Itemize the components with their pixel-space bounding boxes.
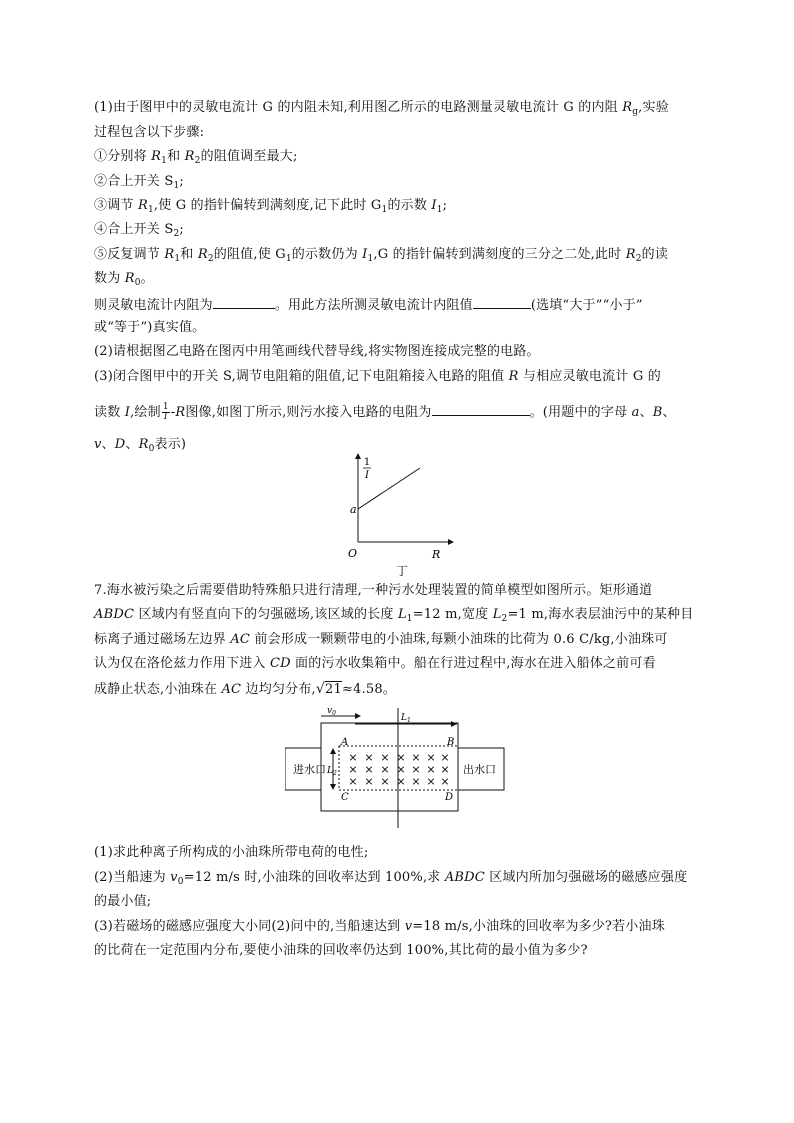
- corner-D: D: [445, 792, 454, 803]
- q7-line3: 标离子通过磁场左边界 AC 前会形成一颗颗带电的小油珠,每颗小油珠的比荷为 0.6 C/kg,小油珠可: [94, 632, 668, 647]
- q6-part3-line1: (3)闭合图甲中的开关 S,调节电阻箱的阻值,记下电阻箱接入电路的阻值 R 与相应灵敏电流计 G 的: [94, 369, 661, 384]
- field-cross-0-5: ×: [426, 751, 436, 764]
- step-3: ③调节 $R_1$,使 G 的指针偏转到满刻度,记下此时 $G_1$的示数 $I_1$;: [94, 198, 448, 215]
- field-cross-2-4: ×: [411, 775, 421, 788]
- L2-label: $L_2$: [327, 766, 337, 777]
- field-cross-2-6: ×: [440, 775, 450, 788]
- magnetic-field-marks: [348, 751, 449, 788]
- q6-part1-line1: (1)由于图甲中的灵敏电流计 G 的内阻未知,利用图乙所示的电路测量灵敏电流计 G 的内阻 $R_g$,实验: [94, 100, 669, 117]
- field-cross-2-2: ×: [380, 775, 390, 788]
- field-cross-0-0: ×: [348, 751, 358, 764]
- corner-A: A: [341, 737, 349, 748]
- outlet-label: 出水口: [463, 763, 496, 776]
- q6-part3-line2: 读数 I,绘制 $\frac{1}{I}$ -R图像,如图丁所示,则污水接入电路的电阻为 。(用题中的字母 a、B、: [94, 402, 676, 422]
- y-axis-arrow-icon: [355, 453, 361, 459]
- v0-label: $v_0$: [327, 706, 336, 717]
- y-label-denominator: I: [365, 470, 369, 481]
- field-cross-1-6: ×: [440, 763, 450, 776]
- field-cross-1-0: ×: [348, 763, 358, 776]
- field-cross-1-5: ×: [426, 763, 436, 776]
- intercept-label: a: [350, 503, 357, 516]
- field-cross-2-1: ×: [364, 775, 374, 788]
- field-cross-1-1: ×: [364, 763, 374, 776]
- step-5-cont: 数为 $R_0$。: [94, 271, 154, 288]
- field-cross-2-3: ×: [396, 775, 406, 788]
- q7-line5: 成静止状态,小油珠在 AC 边均匀分布,√21≈4.58。: [94, 681, 397, 697]
- q7-line4: 认为仅在洛伦兹力作用下进入 CD 面的污水收集箱中。船在行进过程中,海水在进入船体之前可看: [94, 656, 656, 671]
- q7-part3-line2: 的比荷在一定范围内分布,要使小油珠的回收率仍达到 100%,其比荷的最小值为多少?: [94, 943, 588, 958]
- L2-arrow-up-icon: [330, 748, 336, 754]
- x-label: R: [432, 548, 441, 561]
- step-1: ①分别将 $R_1$和 $R_2$的阻值调至最大;: [94, 149, 298, 166]
- field-cross-1-3: ×: [396, 763, 406, 776]
- field-cross-2-0: ×: [348, 775, 358, 788]
- field-cross-0-3: ×: [396, 751, 406, 764]
- graph-1-over-I-vs-R: [330, 450, 460, 580]
- L1-arrow-icon: [451, 721, 457, 727]
- q7-line1: 7.海水被污染之后需要借助特殊船只进行清理,一种污水处理装置的简单模型如图所示。矩形通道: [94, 583, 653, 598]
- field-cross-0-4: ×: [411, 751, 421, 764]
- q6-part2: (2)请根据图乙电路在图丙中用笔画线代替导线,将实物图连接成完整的电路。: [94, 344, 540, 359]
- q7-part3-line1: (3)若磁场的磁感应强度大小同(2)问中的,当船速达到 v=18 m/s,小油珠的回收率为多少?若小油珠: [94, 919, 665, 934]
- field-cross-2-5: ×: [426, 775, 436, 788]
- y-label-numerator: 1: [363, 457, 371, 468]
- field-cross-0-6: ×: [440, 751, 450, 764]
- field-cross-0-2: ×: [380, 751, 390, 764]
- question-internal-resistance-cont: 或“等于”)真实值。: [94, 320, 206, 335]
- answer-blank-resistance[interactable]: [213, 295, 275, 309]
- field-cross-1-4: ×: [411, 763, 421, 776]
- graph-caption: 丁: [396, 564, 409, 578]
- answer-blank-compare[interactable]: [473, 295, 531, 309]
- q6-part1-line2: 过程包含以下步骤:: [94, 125, 205, 140]
- x-axis-arrow-icon: [448, 539, 454, 545]
- corner-C: C: [341, 792, 349, 803]
- q7-line2: ABDC 区域内有竖直向下的匀强磁场,该区域的长度 $L_1=12$ m,宽度 $L_2=1$ m,海水表层油污中的某种目: [94, 607, 694, 624]
- L2-arrow-down-icon: [330, 784, 336, 790]
- step-2: ②合上开关 $S_1$;: [94, 174, 184, 191]
- field-cross-0-1: ×: [364, 751, 374, 764]
- origin-label: O: [348, 547, 358, 560]
- fraction-1-over-I: $\frac{1}{I}$: [162, 402, 169, 422]
- step-4: ④合上开关 $S_2$;: [94, 222, 184, 239]
- q7-part2-line2: 的最小值;: [94, 894, 152, 909]
- corner-B: B: [447, 737, 455, 748]
- q6-part3-line3: v、D、$R_0$表示): [94, 437, 187, 454]
- inlet-label: 进水口: [293, 763, 326, 776]
- answer-blank-sewage-resistance[interactable]: [432, 402, 530, 416]
- sqrt-value: 21: [325, 682, 342, 697]
- L1-label: $L_1$: [401, 713, 411, 724]
- v0-arrow-icon: [355, 713, 361, 719]
- q7-part2-line1: (2)当船速为 $v_0=12$ m/s 时,小油珠的回收率达到 100%,求 ABDC 区域内所加匀强磁场的磁感应强度: [94, 870, 688, 887]
- sqrt-sign-icon: √: [315, 681, 326, 697]
- question-internal-resistance: 则灵敏电流计内阻为 。用此方法所测灵敏电流计内阻值 (选填“大于”“小于”: [94, 295, 643, 315]
- q7-part1: (1)求此种离子所构成的小油珠所带电荷的电性;: [94, 845, 369, 860]
- field-cross-1-2: ×: [380, 763, 390, 776]
- step-5: ⑤反复调节 $R_1$和 $R_2$的阻值,使 $G_1$的示数仍为 $I_1,G$ 的指针偏转到满刻度的三分之二处,此时 $R_2$的读: [94, 247, 669, 264]
- channel-diagram: [285, 700, 515, 830]
